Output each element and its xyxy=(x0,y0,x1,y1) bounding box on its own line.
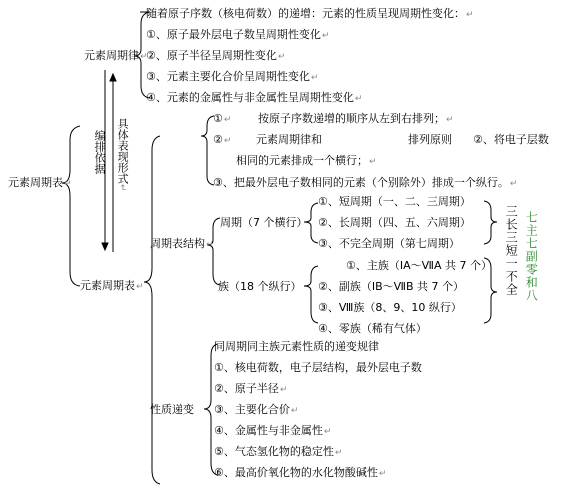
period-item: ①、短周期（一、二、三周期） xyxy=(318,195,471,208)
period-label: 周期（7 个横行） xyxy=(220,216,308,229)
law-item: 随着原子序数（核电荷数）的递增：元素的性质呈现周期性变化：↵ xyxy=(146,7,474,20)
period-mnemonic: 三长三短一不全 xyxy=(504,205,519,296)
principle-2-text: 元素周期律和 xyxy=(256,133,322,146)
structure-label: 周期表结构↵ xyxy=(150,237,214,250)
law-item: ④、元素的金属性与非金属性呈周期性变化↵ xyxy=(146,91,363,104)
arrow-left-head xyxy=(102,243,108,250)
root-bracket xyxy=(62,126,80,286)
period-item: ③、不完全周期（第七周期） xyxy=(318,237,460,250)
principle-2-rule: 排列原则 xyxy=(408,133,452,146)
trend-item: ③、主要化合价↵ xyxy=(214,403,299,416)
principle-1-marker: ①↵ xyxy=(213,112,232,125)
trend-item: ④、金属性与非金属性↵ xyxy=(214,424,332,437)
trend-item: ②、原子半径↵ xyxy=(214,382,288,395)
table-label: 元素周期表↵ xyxy=(80,279,144,292)
arrow-right-head xyxy=(110,74,116,81)
group-label: 族（18 个纵行） xyxy=(218,280,302,293)
group-item: ④、零族（稀有气体） xyxy=(318,322,427,335)
principle-3-text: ③、把最外层电子数相同的元素（个别除外）排成一个纵行。↵ xyxy=(213,176,518,189)
basis-label: 编排依据 xyxy=(93,130,107,174)
table-bracket xyxy=(144,136,160,484)
principle-2-continue: ②、将电子层数 xyxy=(473,133,549,146)
trend-item: ⑤、气态氢化物的稳定性↵ xyxy=(214,445,343,458)
principle-1-text: 按原子序数递增的顺序从左到右排列；↵ xyxy=(258,112,454,125)
group-item: ③、Ⅷ族（8、9、10 纵行） xyxy=(318,301,462,314)
root-label: 元素周期表↵ xyxy=(8,176,72,189)
law-label: 元素周期律↵ xyxy=(84,49,148,62)
law-item: ①、原子最外层电子数呈周期性变化↵ xyxy=(146,28,330,41)
group-item: ②、副族（ⅠB～ⅦB 共 7 个） xyxy=(318,280,465,293)
principle-2-marker: ②↵ xyxy=(213,133,232,146)
principle-2-line2: 相同的元素排成一个横行；↵ xyxy=(236,154,377,167)
trend-item: ①、核电荷数，电子层结构，最外层电子数 xyxy=(214,361,422,374)
trend-item: 同周期同主族元素性质的递变规律 xyxy=(214,340,379,353)
structure-bracket xyxy=(207,218,220,285)
law-item: ③、元素主要化合价呈周期性变化↵ xyxy=(146,70,319,83)
period-right-bracket xyxy=(484,201,497,244)
trend-label: 性质递变 xyxy=(150,403,194,416)
principles-bracket xyxy=(201,116,214,185)
manifestation-label: 具体表现形式↵ xyxy=(116,118,130,192)
group-bracket xyxy=(304,266,318,323)
trend-item: ⑥、最高价氧化物的水化物酸碱性↵ xyxy=(214,466,387,479)
law-item: ②、原子半径呈周期性变化↵ xyxy=(146,49,286,62)
group-item: ①、主族（ⅠA～ⅦA 共 7 个） xyxy=(346,259,492,272)
group-mnemonic: 七主七副零和八 xyxy=(524,211,539,302)
period-item: ②、长周期（四、五、六周期） xyxy=(318,216,471,229)
